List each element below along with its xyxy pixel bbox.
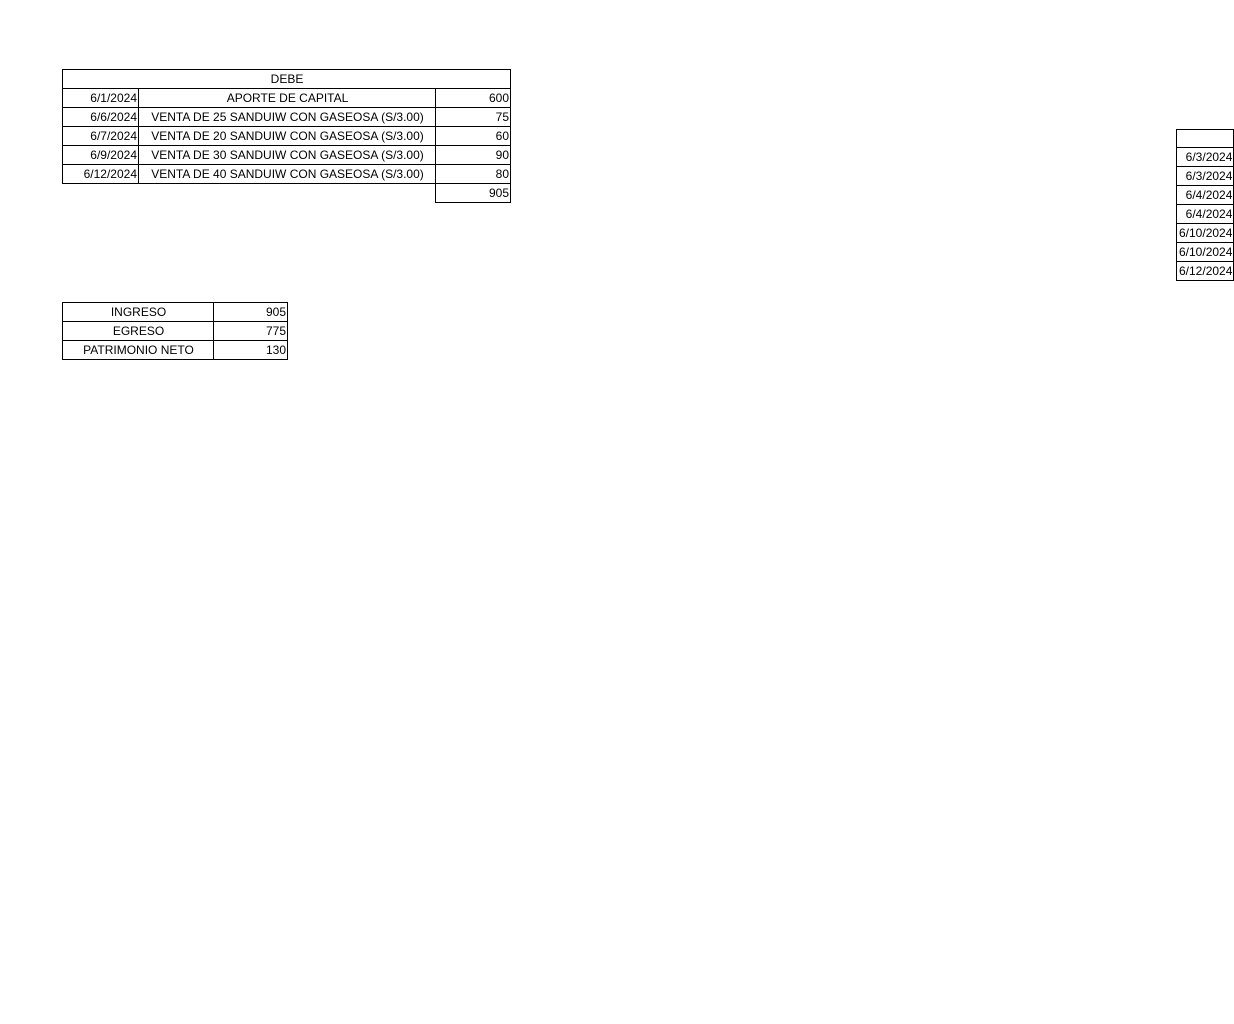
table-row [63,108,511,127]
amount-cell[interactable]: 600 [436,89,511,108]
empty-cell [63,184,139,203]
summary-row-patrimonio-neto [63,341,288,360]
haber-header-row [1177,130,1234,148]
concept-cell[interactable]: VENTA DE 40 SANDUIW CON GASEOSA (S/3.00) [139,165,436,184]
date-cell[interactable]: 6/6/2024 [63,108,139,127]
date-cell[interactable]: 6/12/2024 [63,165,139,184]
date-cell[interactable]: 6/7/2024 [63,127,139,146]
table-row [63,146,511,165]
concept-cell[interactable]: APORTE DE CAPITAL [139,89,436,108]
table-row [1177,148,1234,167]
table-row [1177,186,1234,205]
amount-cell[interactable]: 80 [436,165,511,184]
table-row [1177,205,1234,224]
haber-ledger-table [1176,129,1234,281]
table-row [1177,167,1234,186]
date-cell[interactable]: 6/4/2024 [1177,186,1234,205]
table-row [1177,262,1234,281]
empty-cell [139,184,436,203]
concept-cell[interactable]: VENTA DE 25 SANDUIW CON GASEOSA (S/3.00) [139,108,436,127]
debe-header-cell[interactable]: DEBE [63,70,511,89]
date-cell[interactable]: 6/10/2024 [1177,224,1234,243]
date-cell[interactable]: 6/1/2024 [63,89,139,108]
table-row [63,89,511,108]
date-cell[interactable]: 6/10/2024 [1177,243,1234,262]
summary-value-cell[interactable]: 130 [214,341,288,360]
summary-label-cell[interactable]: EGRESO [63,322,214,341]
concept-cell[interactable]: VENTA DE 20 SANDUIW CON GASEOSA (S/3.00) [139,127,436,146]
table-row [63,127,511,146]
date-cell[interactable]: 6/9/2024 [63,146,139,165]
summary-value-cell[interactable]: 905 [214,303,288,322]
amount-cell[interactable]: 60 [436,127,511,146]
date-cell[interactable]: 6/3/2024 [1177,167,1234,186]
summary-row-ingreso [63,303,288,322]
summary-value-cell[interactable]: 775 [214,322,288,341]
concept-cell[interactable]: VENTA DE 30 SANDUIW CON GASEOSA (S/3.00) [139,146,436,165]
summary-label-cell[interactable]: PATRIMONIO NETO [63,341,214,360]
table-row [1177,243,1234,262]
date-cell[interactable]: 6/3/2024 [1177,148,1234,167]
summary-label-cell[interactable]: INGRESO [63,303,214,322]
date-cell[interactable]: 6/12/2024 [1177,262,1234,281]
debe-ledger-table [62,69,511,203]
amount-cell[interactable]: 90 [436,146,511,165]
table-row [1177,224,1234,243]
haber-ledger-clip [588,60,1233,278]
debe-total-cell[interactable]: 905 [436,184,511,203]
debe-total-row [63,184,511,203]
table-row [63,165,511,184]
debe-header-row [63,70,511,89]
summary-table [62,302,288,360]
haber-header-cell[interactable] [1177,130,1234,148]
summary-row-egreso [63,322,288,341]
date-cell[interactable]: 6/4/2024 [1177,205,1234,224]
amount-cell[interactable]: 75 [436,108,511,127]
